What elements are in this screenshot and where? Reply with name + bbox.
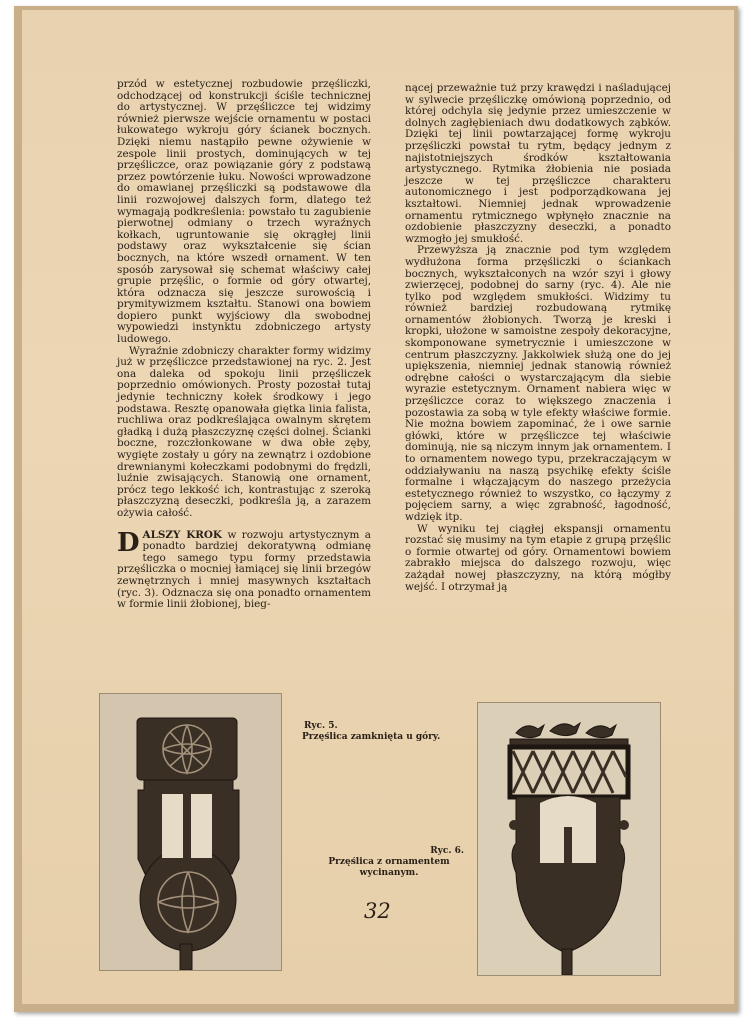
distaff-closed-top-icon	[100, 694, 281, 970]
page-number: 32	[364, 899, 391, 923]
figure-5-number: Ryc. 5.	[304, 721, 338, 731]
figure-6-photo	[477, 702, 661, 976]
paragraph: przód w estetycznej rozbudowie przęśliczki, odchodzącej od konstrukcji ściśle technicznej do artystycznej. W przęśliczce tej widzimy również pierwsze wejście ornamentu w postaci łukowatego wykroju góry ścianek bocznych. Dzięki niemu nastąpiło pewne ożywienie w zespole linii prostych, dominujących w tej przęśliczce, oraz powiązanie góry z podstawą przez powtórzenie łuku. Nowości wprowadzone do omawianej przęśliczki są podstawowe dla linii rozwojowej dalszych form, dlatego też wymagają podkreślenia: powstało tu zagubienie pierwotnej odmiany o trzech wyraźnych kołkach, ugruntowanie się okrągłej linii podstawy oraz wykształcenie się ścian bocznych, na które wszedł ornament. W ten sposób zarysował się schemat właściwy całej grupie przęślic, o formie od góry otwartej, która odznacza się jeszcze surowością i prymitywizmem kształtu. Stanowi ona bowiem dopiero punkt wyjściowy dla swobodnej wypowiedzi instynktu zdobniczego artysty ludowego.	[117, 78, 371, 346]
figure-6-number: Ryc. 6.	[430, 846, 464, 856]
paragraph-text: w rozwoju artystycznym a ponadto bardziej dekoratywną odmianę tego samego typu formy przedstawia przęśliczka o mocniej łamiącej się linii brzegów zewnętrznych i mniej masywnych kształtach (ryc. 3). Odznacza się ona ponadto ornamentem w formie linii żłobionej, bieg-	[117, 528, 371, 611]
paragraph: Przewyższa ją znacznie pod tym względem wydłużona forma przęśliczki o ściankach bocznych, wykształconych na wzór szyi i głowy zwierzęcej, podobnej do sarny (ryc. 4). Ale nie tylko pod względem smukłości. Widzimy tu również bardziej rozbudowaną rytmikę ornamentów żłobionych. Tworzą je kreski i kropki, ułożone w samoistne zespoły dekoracyjne, skomponowane symetrycznie i umieszczone w centrum płaszczyzny. Jakkolwiek służą one do jej upiększenia, niemniej jednak stanowią również odrębne całości o wystarczającym dla siebie wyrazie estetycznym. Ornament nabiera więc w przęśliczce coraz to większego znaczenia i pozostawia za sobą w tyle efekty właściwe formie. Nie można bowiem zapominać, że i owe sarnie główki, które w przęśliczce tej właściwie dominują, nie są niczym innym jak ornamentem. I to ornamentem nowego typu, przekraczającym w oddziaływaniu na naszą psychikę efekty ściśle formalne i włączającym do naszego przeżycia estetycznego również to wszystko, co łączymy z pojęciem sarny, a więc zgrabność, łagodność, wdzięk itp.	[405, 244, 671, 523]
book-page	[22, 10, 734, 1004]
paragraph: Wyraźnie zdobniczy charakter formy widzimy już w przęśliczce przedstawionej na ryc. 2. Jest ona daleka od spokoju linii przęśliczek poprzednio omówionych. Prosty pozostał tutaj jedynie techniczny kołek środkowy i jego podstawa. Resztę opanowała giętka linia falista, ruchliwa oraz podkreślająca owalnym skrętem gładką i dużą płaszczyznę części dolnej. Ścianki boczne, rozczłonkowane w dwa obłe zęby, wygięte zostały u góry na zewnątrz i ozdobione drewnianymi kołeczkami podobnymi do frędzli, luźnie zwisających. Stanowią one ornament, prócz tego lekkość ich, kontrastując z szeroką płaszczyzną deseczki, podkreśla ją, a zarazem ożywia całość.	[117, 344, 371, 519]
figure-5-photo	[99, 693, 282, 971]
figure-5-caption	[302, 721, 482, 743]
figure-5-text: Przęślica zamknięta u góry.	[302, 732, 441, 742]
distaff-cutout-ornament-icon	[478, 703, 660, 975]
drop-cap: D	[117, 527, 140, 558]
figure-6-text: Przęślica z ornamentem wycinanym.	[328, 857, 450, 878]
lead-in-caps: ALSZY KROK	[142, 528, 222, 541]
paragraph: W wyniku tej ciągłej ekspansji ornamentu rozstać się musimy na tym etapie z grupą przęślic o formie otwartej od góry. Ornamentowi bowiem zabrakło miejsca do dalszego rozwoju, więc zażądał nowej płaszczyzny, na którą mógłby wejść. I otrzymał ją	[405, 522, 671, 593]
paragraph: nącej przeważnie tuż przy krawędzi i naśladującej w sylwecie przęśliczkę omówioną poprzednio, od której odchyla się jedynie przez umieszczenie w dolnych zagłębieniach dwu dodatkowych ząbków. Dzięki tej linii powtarzającej formę wykroju przęśliczki powstał tu rytm, będący jednym z najistotniejszych środków kształtowania artystycznego. Rytmika żłobienia nie posiada jeszcze w tej przęśliczce charakteru autonomicznego i jest podporządkowana jej kształtowi. Niemniej jednak wprowadzenie ornamentu rytmicznego wpłynęło znacznie na ozdobienie płaszczyzny deseczki, a ponadto wzmogło jej smukłość.	[405, 82, 671, 245]
paragraph-with-dropcap	[117, 527, 371, 611]
right-text-column	[405, 83, 671, 593]
figure-6-caption	[304, 846, 474, 879]
left-text-column	[117, 79, 371, 611]
